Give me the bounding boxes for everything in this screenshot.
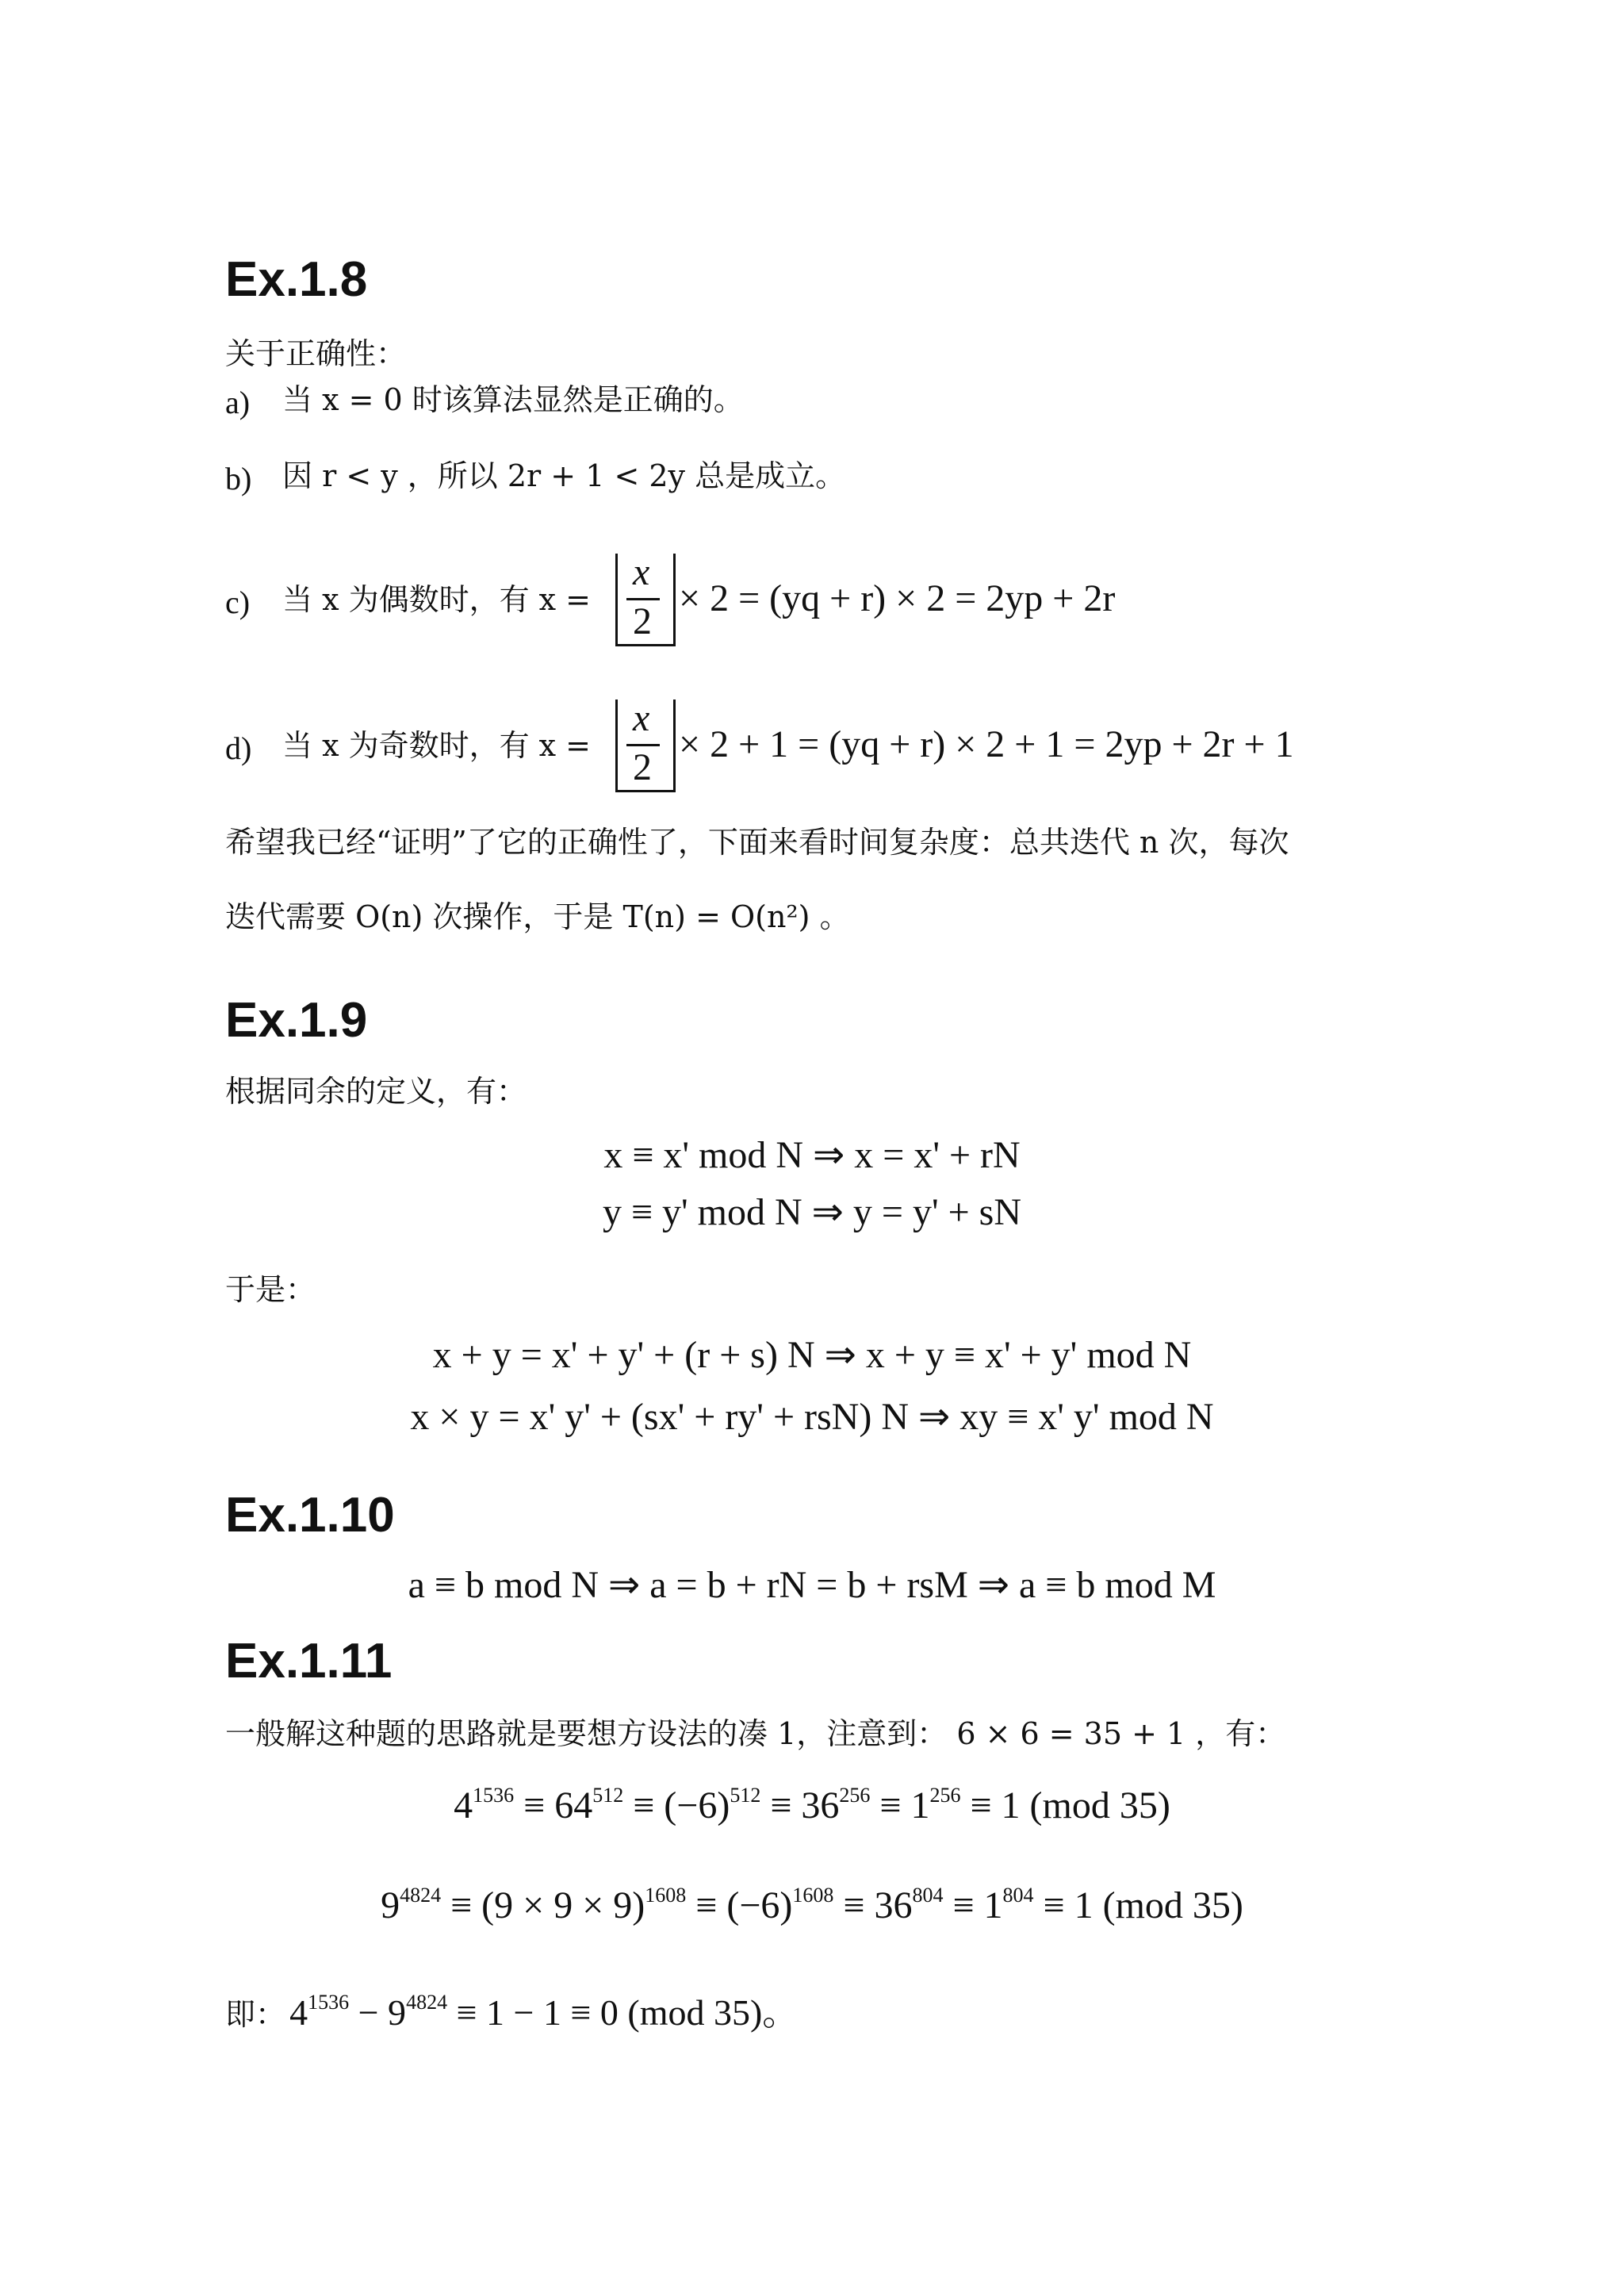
- ex-1-11-conclusion: 即： $4^{1536} - 9^{4824} \equiv 1 - 1 \equiv 0$ (mod 35)。: [225, 1991, 799, 2033]
- item-d-label: d): [225, 730, 252, 766]
- ex-1-8-para-line-2: 迭代需要 O(n) 次操作，于是 T(n) = O(n²) 。: [225, 899, 850, 934]
- item-a-label: a): [225, 385, 251, 420]
- ex-1-9-eq-1: x ≡ x' mod N ⇒ x = x' + rN: [603, 1134, 1021, 1176]
- ex-1-9-eq-4: x × y = x' y' + (sx' + ry' + rsN) N ⇒ xy ≡ x' y' mod N: [410, 1396, 1214, 1438]
- heading-ex-1-9: Ex.1.9: [225, 993, 368, 1048]
- ex-1-9-then: 于是：: [225, 1272, 316, 1307]
- item-a-text: 当 x = 0 时该算法显然是正确的。: [282, 382, 744, 417]
- item-b-label: b): [225, 461, 252, 496]
- item-d-frac-den: 2: [633, 746, 652, 788]
- item-b-text: 因 r < y ，所以 2r + 1 < 2y 总是成立。: [282, 458, 846, 493]
- ex-1-11-intro: 一般解这种题的思路就是要想方设法的凑 1，注意到： 6 × 6 = 35 + 1 ，有：: [225, 1716, 1286, 1751]
- ex-1-9-intro: 根据同余的定义，有：: [225, 1074, 527, 1109]
- item-c-frac-num: x: [633, 551, 650, 593]
- heading-ex-1-10: Ex.1.10: [225, 1488, 395, 1543]
- ex-1-8-intro: 关于正确性：: [225, 336, 407, 371]
- item-c-frac-den: 2: [633, 600, 652, 642]
- ex-1-10-eq-1: a ≡ b mod N ⇒ a = b + rN = b + rsM ⇒ a ≡ b mod M: [408, 1564, 1216, 1606]
- ex-1-11-eq-2: $9^{4824} \equiv (9 \times 9 \times 9)^{1608} \equiv (-6)^{1608} \equiv 36^{804} \equiv 1^{804} \equiv 1$ (mod 35): [381, 1884, 1243, 1926]
- item-d-suffix: × 2 + 1 = (yq + r) × 2 + 1 = 2yp + 2r + 1: [679, 723, 1294, 765]
- heading-ex-1-11: Ex.1.11: [225, 1634, 393, 1688]
- item-c-label: c): [225, 585, 251, 620]
- ex-1-11-eq-1: $4^{1536} \equiv 64^{512} \equiv (-6)^{512} \equiv 36^{256} \equiv 1^{256} \equiv 1$ (mod 35): [454, 1784, 1170, 1826]
- ex-1-9-eq-3: x + y = x' + y' + (r + s) N ⇒ x + y ≡ x' + y' mod N: [432, 1334, 1192, 1376]
- item-d-frac-num: x: [633, 697, 650, 739]
- ex-1-9-eq-2: y ≡ y' mod N ⇒ y = y' + sN: [602, 1191, 1022, 1233]
- item-c-suffix: × 2 = (yq + r) × 2 = 2yp + 2r: [679, 577, 1116, 619]
- ex-1-8-para-line-1: 希望我已经“证明”了它的正确性了，下面来看时间复杂度：总共迭代 n 次，每次: [225, 825, 1289, 860]
- item-c-prefix: 当 x 为偶数时，有 x =: [282, 582, 592, 617]
- heading-ex-1-8: Ex.1.8: [225, 252, 368, 307]
- item-d-prefix: 当 x 为奇数时，有 x =: [282, 728, 592, 763]
